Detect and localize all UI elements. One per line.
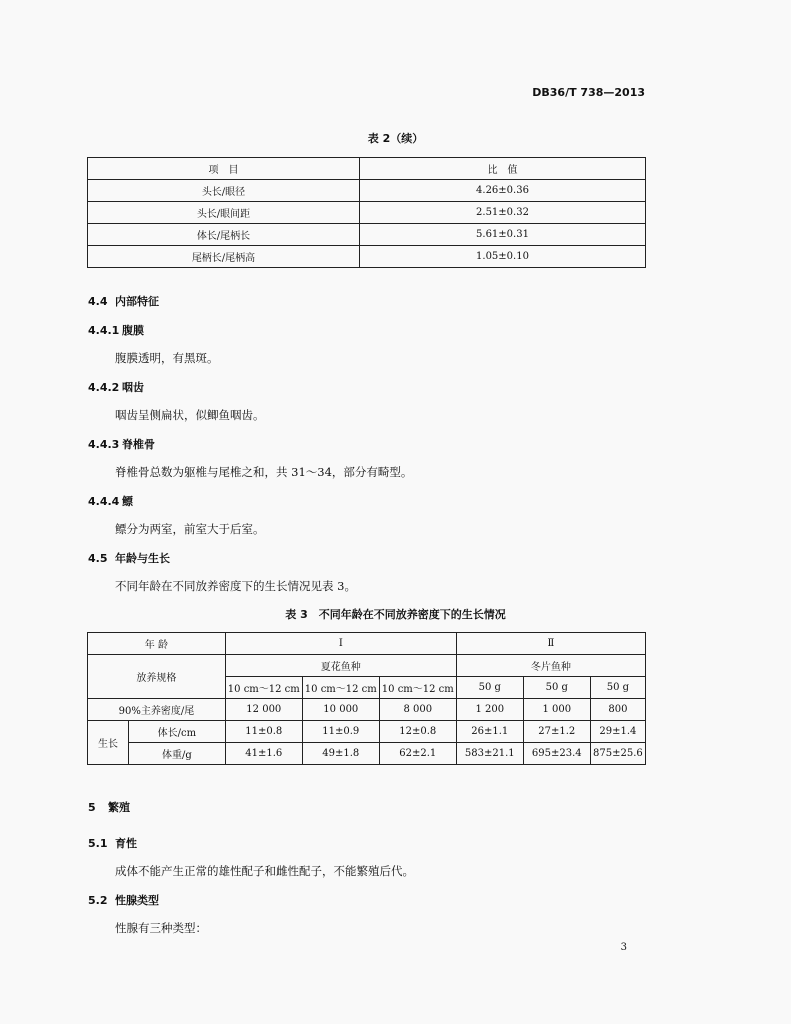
table-cell: 800	[590, 699, 645, 721]
section-number: 4.4.1	[88, 324, 120, 337]
section-number: 4.4.4	[88, 495, 120, 508]
table-row	[88, 655, 646, 677]
table-cell: 11±0.9	[302, 721, 379, 743]
table-header-cell: 年 龄	[88, 633, 226, 655]
section-4-4-4-heading	[88, 493, 133, 509]
table-header-cell: 比 值	[360, 158, 646, 180]
section-4-4-1-heading	[88, 322, 144, 338]
section-title: 繁殖	[108, 801, 130, 814]
table-header-cell: Ⅰ	[225, 633, 456, 655]
table3-caption: 表 3 不同年龄在不同放养密度下的生长情况	[285, 608, 506, 621]
table-row	[88, 721, 646, 743]
table-cell: 体重/g	[129, 743, 226, 765]
table-row	[88, 246, 646, 268]
page-number: 3	[620, 942, 627, 953]
table-cell: 生长	[88, 721, 129, 765]
section-4-4-3-heading	[88, 436, 155, 452]
section-title: 腹膜	[122, 324, 144, 337]
section-number: 5	[88, 801, 96, 814]
section-title: 脊椎骨	[122, 438, 155, 451]
table-cell: 头长/眼径	[88, 180, 360, 202]
table-cell: 1.05±0.10	[360, 246, 646, 268]
table-cell: 583±21.1	[456, 743, 523, 765]
table-header-cell: Ⅱ	[456, 633, 645, 655]
section-4-4-4-text: 鳔分为两室，前室大于后室。	[115, 522, 265, 536]
table-header-row	[88, 158, 646, 180]
table-row	[88, 180, 646, 202]
table-cell: 头长/眼间距	[88, 202, 360, 224]
section-5-2-heading	[88, 892, 159, 908]
table-cell: 62±2.1	[379, 743, 456, 765]
table-cell: 10 000	[302, 699, 379, 721]
section-4-4-1-text: 腹膜透明，有黑斑。	[115, 351, 219, 365]
section-4-4-2-text: 咽齿呈侧扁状，似鲫鱼咽齿。	[115, 408, 265, 422]
section-5-heading	[88, 799, 130, 815]
table-cell: 体长/尾柄长	[88, 224, 360, 246]
table-cell: 10 cm～12 cm	[379, 677, 456, 699]
table-cell: 41±1.6	[225, 743, 302, 765]
section-number: 4.4	[88, 295, 108, 308]
section-4-5-heading	[88, 550, 170, 566]
table-header-cell: 项 目	[88, 158, 360, 180]
table-cell: 875±25.6	[590, 743, 645, 765]
table-cell: 12±0.8	[379, 721, 456, 743]
table-cell: 1 000	[523, 699, 590, 721]
table-cell: 2.51±0.32	[360, 202, 646, 224]
section-title: 咽齿	[122, 381, 144, 394]
table-header-cell: 夏花鱼种	[225, 655, 456, 677]
table-cell: 体长/cm	[129, 721, 226, 743]
section-number: 5.1	[88, 837, 108, 850]
table-header-cell: 冬片鱼种	[456, 655, 645, 677]
section-title: 内部特征	[115, 295, 159, 308]
table-cell: 50 g	[590, 677, 645, 699]
table-cell: 26±1.1	[456, 721, 523, 743]
section-number: 5.2	[88, 894, 108, 907]
table-cell: 5.61±0.31	[360, 224, 646, 246]
table-cell: 50 g	[523, 677, 590, 699]
table2	[87, 157, 646, 268]
table-cell: 695±23.4	[523, 743, 590, 765]
section-4-4-2-heading	[88, 379, 144, 395]
table-row	[88, 743, 646, 765]
table-header-cell: 放养规格	[88, 655, 226, 699]
table-cell: 8 000	[379, 699, 456, 721]
table-cell: 50 g	[456, 677, 523, 699]
section-5-2-text: 性腺有三种类型：	[115, 921, 207, 935]
section-title: 鳔	[122, 495, 133, 508]
table-cell: 11±0.8	[225, 721, 302, 743]
section-number: 4.4.3	[88, 438, 120, 451]
table-cell: 49±1.8	[302, 743, 379, 765]
table3	[87, 632, 646, 765]
table-cell: 4.26±0.36	[360, 180, 646, 202]
table-cell: 12 000	[225, 699, 302, 721]
section-title: 年龄与生长	[115, 552, 170, 565]
section-4-4-heading	[88, 293, 159, 309]
table-cell: 27±1.2	[523, 721, 590, 743]
table-cell: 10 cm～12 cm	[225, 677, 302, 699]
section-4-5-text: 不同年龄在不同放养密度下的生长情况见表 3。	[115, 579, 356, 593]
section-5-1-text: 成体不能产生正常的雄性配子和雌性配子，不能繁殖后代。	[115, 864, 414, 878]
table2-caption: 表 2（续）	[367, 132, 424, 145]
table-cell: 1 200	[456, 699, 523, 721]
table-row	[88, 699, 646, 721]
section-5-1-heading	[88, 835, 137, 851]
table-cell: 10 cm～12 cm	[302, 677, 379, 699]
document-code: DB36/T 738—2013	[532, 86, 645, 99]
table-row	[88, 224, 646, 246]
table-cell: 29±1.4	[590, 721, 645, 743]
section-number: 4.5	[88, 552, 108, 565]
section-number: 4.4.2	[88, 381, 120, 394]
section-title: 性腺类型	[115, 894, 159, 907]
table-row	[88, 633, 646, 655]
section-4-4-3-text: 脊椎骨总数为躯椎与尾椎之和，共 31～34，部分有畸型。	[115, 465, 413, 479]
table-row	[88, 202, 646, 224]
section-title: 育性	[115, 837, 137, 850]
table-cell: 90%主养密度/尾	[88, 699, 226, 721]
table-cell: 尾柄长/尾柄高	[88, 246, 360, 268]
